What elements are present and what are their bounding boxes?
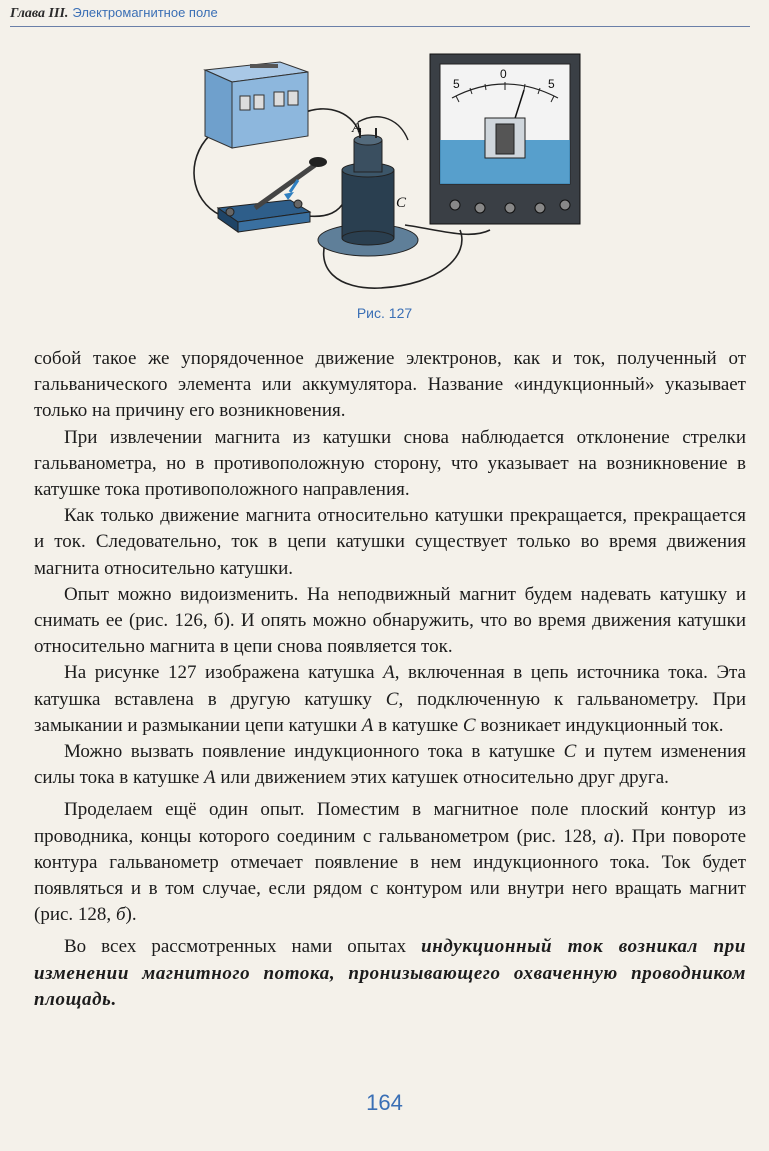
scale-center-mark: 0 [500,67,507,81]
wire [405,225,490,234]
body-text [34,346,746,1013]
paragraph: При извлечении магнита из катушки снова наблюдается отклонение стрелки гальванометра, но в противоположную сторону, что указывает на возникновение в катушке тока противоположного направления. [34,426,746,501]
figure-caption: Рис. 127 [356,305,413,321]
paragraph: собой такое же упорядоченное движение электронов, как и ток, полученный от гальванического элемента или аккумулятора. Название «индукционный» указывает только на причину его возникновения. [34,348,746,422]
scale-left-mark: 5 [453,77,460,91]
label-c: C [396,195,407,211]
paragraph: На рисунке 127 изображена катушка A, включенная в цепь источника тока. Эта катушка вставлена в другую катушку C, подключенную к гальванометру. При замыкании и размыкании цепи катушки A в катушке C возникает индукционный ток. [34,662,746,736]
paragraph: Во всех рассмотренных нами опытах индукционный ток возникал при изменении магнитного потока, пронизывающего охваченную проводником площадь. [34,936,746,1010]
coil-assembly [318,128,418,256]
scale-right-mark: 5 [548,77,555,91]
chapter-label: Глава III. [10,6,69,21]
paragraph: Можно вызвать появление индукционного тока в катушке C и путем изменения силы тока в катушке A или движением этих катушек относительно друг друга. [34,741,746,789]
knife-switch [218,157,327,232]
power-supply [205,62,308,148]
key-statement: индукционный ток возникал при изменении магнитного потока, пронизывающего охваченную проводником площадь. [34,936,746,1010]
label-a: A [352,120,362,136]
paragraph: Проделаем ещё один опыт. Поместим в магнитное поле плоский контур из проводника, концы которого соединим с гальванометром (рис. 128, а). При повороте контура гальванометр отмечает появление в нем индукционного тока. Ток будет появляться и в том случае, если рядом с контуром или внутри него вращать магнит (рис. 128, б). [34,799,746,926]
chapter-title: Электромагнитное поле [72,5,218,20]
galvanometer [430,54,580,224]
wire [194,135,220,215]
page-number: 164 [366,1090,403,1115]
running-header [10,4,750,27]
figure-127-apparatus [180,40,600,302]
paragraph: Опыт можно видоизменить. На неподвижный магнит будем надевать катушку и снимать ее (рис. 126, б). И опять можно обнаружить, что во время движения катушки относительно магнита в цепи снова появляется ток. [34,583,746,658]
paragraph: Как только движение магнита относительно катушки прекращается, прекращается и ток. Следовательно, ток в цепи катушки существует только во время движения магнита относительно катушки. [34,505,746,579]
